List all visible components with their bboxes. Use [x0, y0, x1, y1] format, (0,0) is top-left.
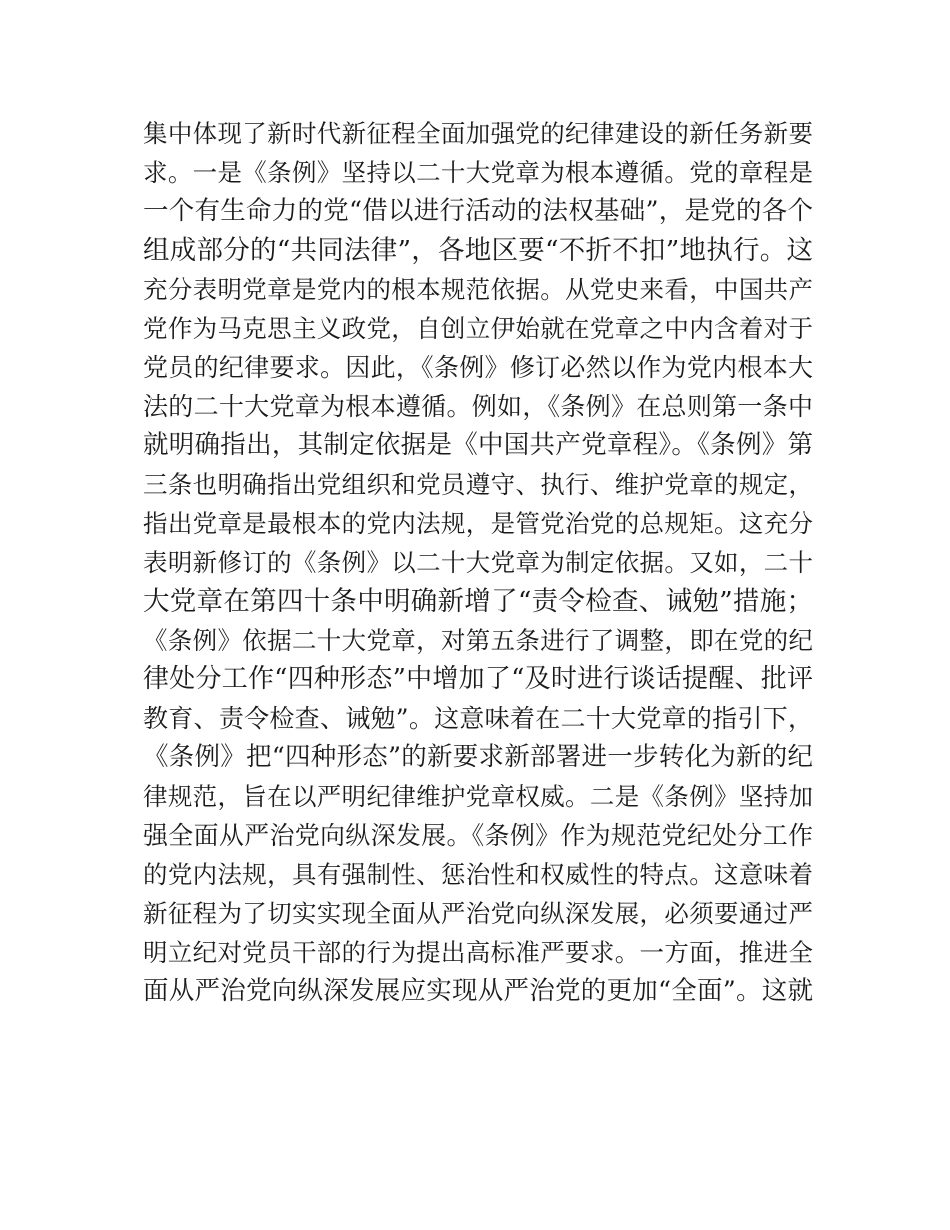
text-line: 指出党章是最根本的党内法规，是管党治党的总规矩。这充分 [143, 509, 813, 538]
text-line: 强全面从严治党向纵深发展。《条例》作为规范党纪处分工作 [143, 821, 813, 850]
text-line: 《条例》把“四种形态”的新要求新部署进一步转化为新的纪 [143, 742, 813, 772]
text-line: 的党内法规，具有强制性、惩治性和权威性的特点。这意味着 [143, 860, 813, 889]
text-line: 面从严治党向纵深发展应实现从严治党的更加“全面”。这就 [143, 976, 813, 1006]
text-line: 律处分工作“四种形态”中增加了“及时进行谈话提醒、批评 [143, 664, 813, 694]
text-line: 表明新修订的《条例》以二十大党章为制定依据。又如，二十 [143, 548, 813, 577]
text-line: 新征程为了切实实现全面从严治党向纵深发展，必须要通过严 [143, 899, 813, 928]
text-line: 就明确指出，其制定依据是《中国共产党章程》。《条例》第 [143, 430, 813, 460]
text-line: 求。一是《条例》坚持以二十大党章为根本遵循。党的章程是 [143, 158, 813, 187]
text-line: 党作为马克思主义政党，自创立伊始就在党章之中内含着对于 [143, 314, 813, 343]
text-line: 充分表明党章是党内的根本规范依据。从党史来看，中国共产 [143, 275, 813, 304]
body-text [143, 114, 813, 1011]
text-line: 教育、责令检查、诫勉”。这意味着在二十大党章的指引下， [143, 704, 813, 733]
text-line: 集中体现了新时代新征程全面加强党的纪律建设的新任务新要 [143, 119, 813, 148]
text-line: 法的二十大党章为根本遵循。例如，《条例》在总则第一条中 [143, 392, 813, 421]
text-line: 明立纪对党员干部的行为提出高标准严要求。一方面，推进全 [143, 938, 813, 967]
text-line: 律规范，旨在以严明纪律维护党章权威。二是《条例》坚持加 [143, 782, 813, 811]
text-line: 三条也明确指出党组织和党员遵守、执行、维护党章的规定， [143, 470, 813, 499]
text-line: 大党章在第四十条中明确新增了“责令检查、诫勉”措施； [143, 586, 813, 617]
text-line: 组成部分的“共同法律”，各地区要“不折不扣”地执行。这 [143, 235, 813, 266]
text-line: 《条例》依据二十大党章，对第五条进行了调整，即在党的纪 [143, 626, 813, 655]
text-line: 党员的纪律要求。因此，《条例》修订必然以作为党内根本大 [143, 353, 813, 382]
text-line: 一个有生命力的党“借以进行活动的法权基础”，是党的各个 [143, 196, 813, 226]
